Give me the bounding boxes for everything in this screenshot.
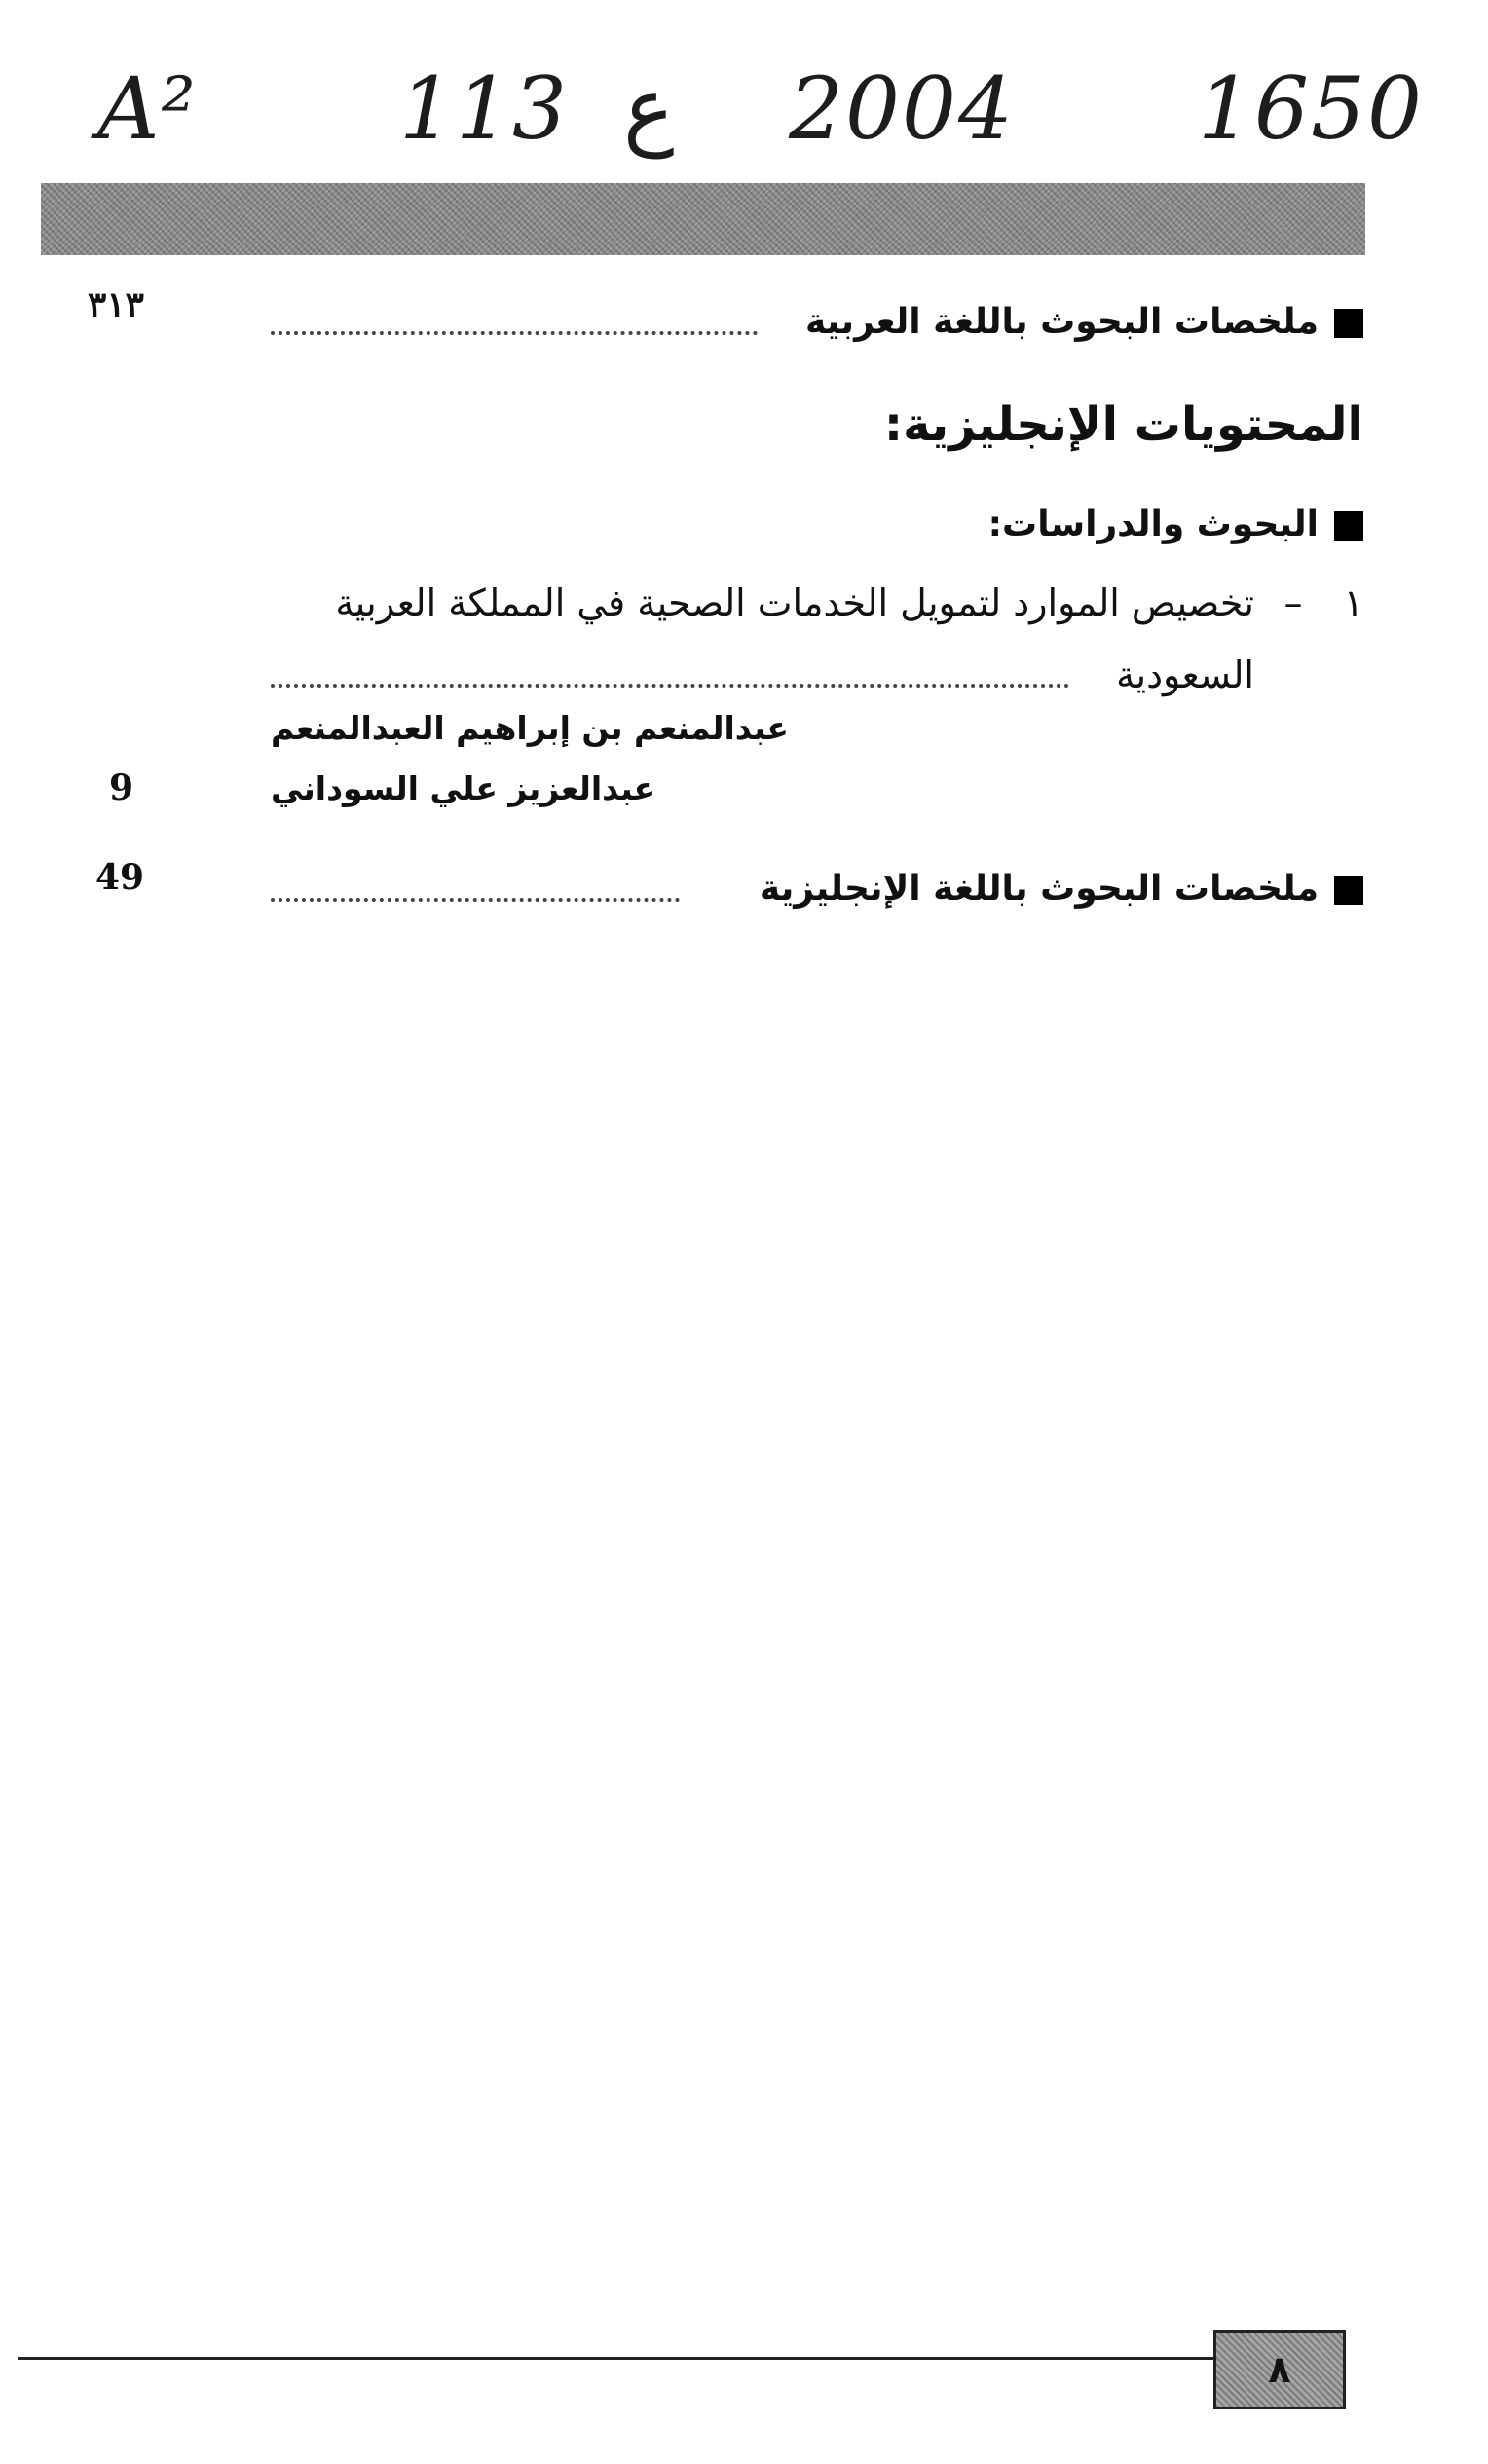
toc-entry-label: ملخصات البحوث باللغة العربية xyxy=(805,302,1319,342)
leader-dots xyxy=(271,331,758,335)
handwritten-number: 113 xyxy=(399,58,569,159)
article-dash: – xyxy=(1283,581,1303,624)
subsection-heading xyxy=(988,504,1363,544)
leader-dots xyxy=(271,898,680,902)
header-banner xyxy=(41,183,1365,255)
handwritten-code: A² xyxy=(97,58,198,159)
page-number: ٣١٣ xyxy=(88,284,145,325)
footer-rule xyxy=(18,2357,1227,2360)
toc-entry-label: ملخصات البحوث باللغة الإنجليزية xyxy=(759,869,1319,909)
toc-entry-english-abstracts xyxy=(760,869,1363,909)
article-number xyxy=(1283,571,1363,635)
page-number: 9 xyxy=(109,767,134,808)
section-heading: المحتويات الإنجليزية: xyxy=(883,397,1363,452)
leader-dots xyxy=(271,684,1069,688)
subsection-label: البحوث والدراسات: xyxy=(987,504,1319,544)
square-bullet-icon xyxy=(1334,309,1363,338)
folio-box xyxy=(1213,2330,1346,2409)
handwritten-letter: ع xyxy=(623,58,675,159)
handwritten-id: 1650 xyxy=(1198,58,1424,159)
article-author: عبدالمنعم بن إبراهيم العبدالمنعم xyxy=(271,709,789,747)
article-title-line1: تخصيص الموارد لتمويل الخدمات الصحية في المملكة العربية xyxy=(335,581,1254,624)
toc-entry-arabic-abstracts xyxy=(805,302,1363,342)
square-bullet-icon xyxy=(1334,511,1363,541)
article-index: ١ xyxy=(1343,581,1363,624)
folio-page-number: ٨ xyxy=(1268,2348,1291,2391)
handwritten-year: 2004 xyxy=(789,58,1015,159)
square-bullet-icon xyxy=(1334,876,1363,905)
article-title-line2: السعودية xyxy=(1116,653,1254,696)
article-author: عبدالعزيز علي السوداني xyxy=(271,769,656,807)
page-number: 49 xyxy=(95,857,145,898)
